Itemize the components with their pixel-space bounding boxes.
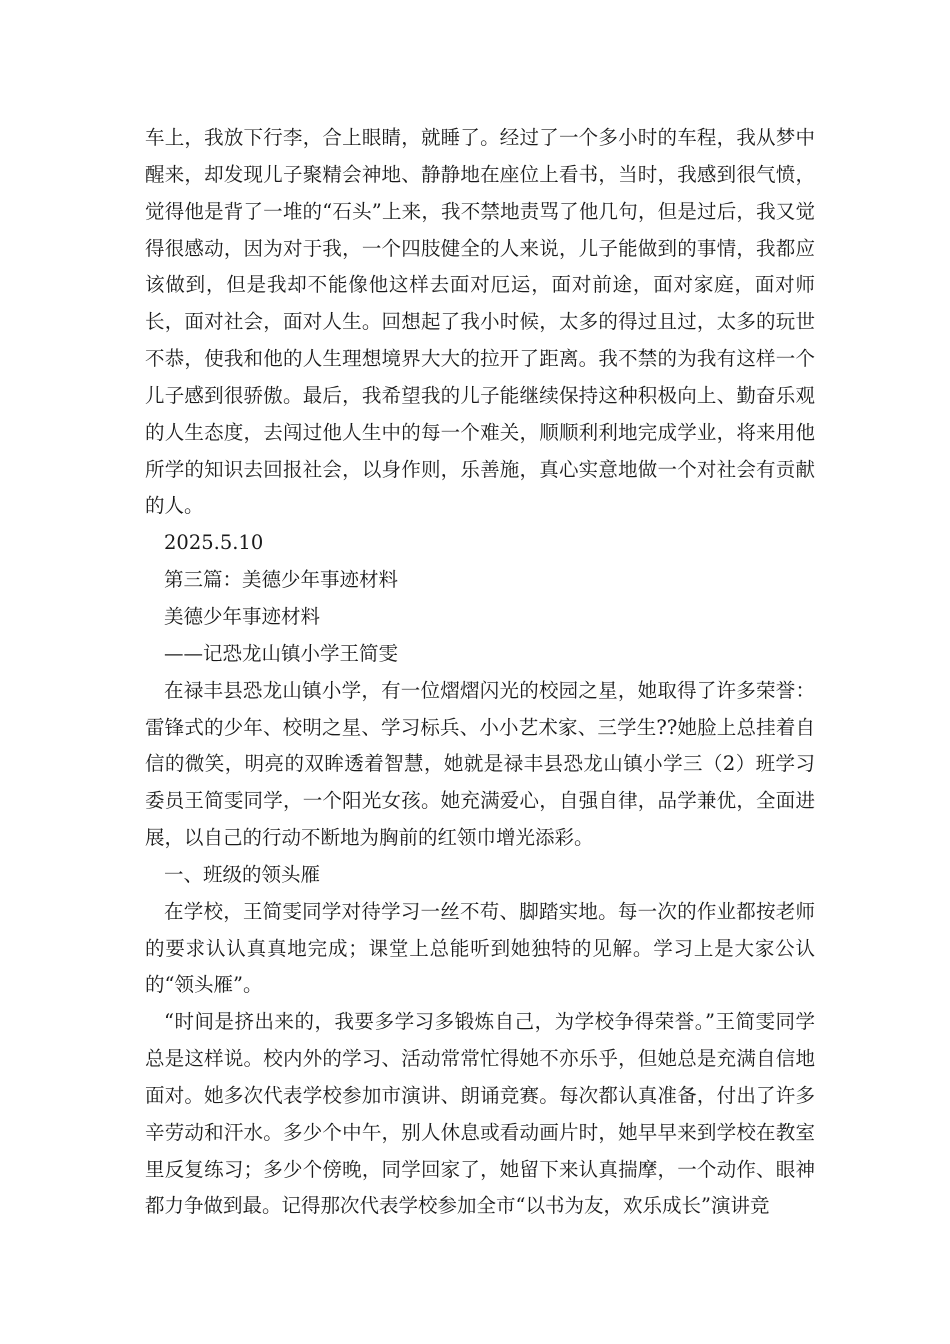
- paragraph-study: 在学校，王简雯同学对待学习一丝不苟、脚踏实地。每一次的作业都按老师的要求认认真真地完成；课堂上总能听到她独特的见解。学习上是大家公认的“领头雁”。: [145, 899, 815, 997]
- paragraph-quote: “时间是挤出来的，我要多学习多锻炼自己，为学校争得荣誉。”王简雯同学总是这样说。校内外的学习、活动常常忙得她不亦乐乎，但她总是充满自信地面对。她多次代表学校参加市演讲、朗诵竞赛。每次都认真准备，付出了许多辛劳动和汗水。多少个中午，别人休息或看动画片时，她早早来到学校在教室里反复练习；多少个傍晚，同学回家了，她留下来认真揣摩，一个动作、眼神都力争做到最。记得那次代表学校参加全市“以书为友，欢乐成长”演讲竞: [145, 1010, 815, 1218]
- subheading-class-leader: 一、班级的领头雁: [164, 862, 321, 886]
- date-line: 2025.5.10: [164, 531, 264, 555]
- section-heading: 第三篇：美德少年事迹材料: [164, 568, 399, 592]
- article-subtitle: ——记恐龙山镇小学王简雯: [164, 641, 399, 665]
- document-body: [145, 120, 815, 1225]
- paragraph-continuation: 车上，我放下行李，合上眼睛，就睡了。经过了一个多小时的车程，我从梦中醒来，却发现儿子聚精会神地、静静地在座位上看书，当时，我感到很气愤，觉得他是背了一堆的“石头”上来，我不禁地责骂了他几句，但是过后，我又觉得很感动，因为对于我，一个四肢健全的人来说，儿子能做到的事情，我都应该做到，但是我却不能像他这样去面对厄运，面对前途，面对家庭，面对师长，面对社会，面对人生。回想起了我小时候，太多的得过且过，太多的玩世不恭，使我和他的人生理想境界大大的拉开了距离。我不禁的为我有这样一个儿子感到很骄傲。最后，我希望我的儿子能继续保持这种积极向上、勤奋乐观的人生态度，去闯过他人生中的每一个难关，顺顺利利地完成学业，将来用他所学的知识去回报社会，以身作则，乐善施，真心实意地做一个对社会有贡献的人。: [145, 126, 815, 518]
- paragraph-intro: 在禄丰县恐龙山镇小学，有一位熠熠闪光的校园之星，她取得了许多荣誉：雷锋式的少年、校明之星、学习标兵、小小艺术家、三学生??她脸上总挂着自信的微笑，明亮的双眸透着智慧，她就是禄丰县恐龙山镇小学三（2）班学习委员王简雯同学，一个阳光女孩。她充满爱心，自强自律，品学兼优，全面进展，以自己的行动不断地为胸前的红领巾增光添彩。: [145, 678, 815, 850]
- article-title: 美德少年事迹材料: [164, 604, 321, 628]
